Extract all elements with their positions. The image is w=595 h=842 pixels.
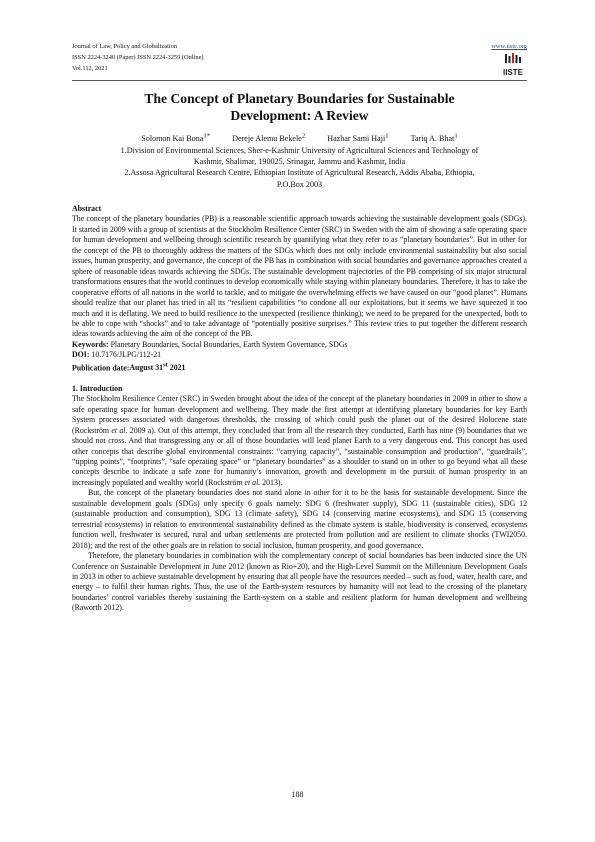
author-name: Dereje Alemu Bekele [232,133,302,143]
svg-text:IISTE: IISTE [502,68,524,77]
author-name: Hazhar Sami Haji [327,133,386,143]
affiliations [72,145,527,190]
publication-date-line [72,361,527,374]
author [232,134,305,143]
publication-date-value: August 31st 2021 [129,361,186,373]
header-rule [72,80,527,81]
journal-name: Journal of Law, Policy and Globalization [72,43,178,50]
author-affil-mark: 2 [301,132,306,139]
author [141,134,210,143]
affiliation-1-line-2: Kashmir, Shalimar, 190025, Srinagar, Jammu and Kashmir, India [193,157,406,167]
running-header [72,41,527,81]
title-line-1: The Concept of Planetary Boundaries for Sustainable [144,91,455,106]
author-list [72,130,527,144]
author-affil-mark: 1* [203,132,211,139]
author [411,134,458,143]
keywords-value: Planetary Boundaries, Social Boundaries, Earth System Governance, SDGs [108,339,348,349]
volume: Vol.112, 2021 [72,65,108,72]
intro-paragraph-3: Therefore, the planetary boundaries in combination with the complementary concept of social boundaries has been inducted since the UN Conference on Sustainable Development in June 2012 (known as Rio+20), and the High-Level Summit on the Millennium Development Goals in 2013 in other to achieve sustainable development by ensuring that all people have the resources needed – such as food, water, health care, and energy – to fulfil their human rights. Thus, the use of the Earth-system resources by humanity will not lead to the crossing of the planetary boundaries’ control variables thereby sustaining the Earth-system on a stable and resilient platform for human development and wellbeing (Raworth 2012). [72,551,527,613]
issn: ISSN 2224-3240 (Paper) ISSN 2224-3259 (Online) [72,54,204,61]
keywords-line [72,340,527,350]
doi-line [72,350,527,360]
doi-value: 10.7176/JLPG/112-21 [89,350,162,360]
author-name: Tariq A. Bhat [410,133,455,143]
intro-paragraph-1: The Stockholm Resilience Center (SRC) in Sweden brought about the idea of the concept of the planetary boundaries in 2009 in other to show a safe operating space for human development and wellbeing. They made the first attempt at identifying planetary boundaries for key Earth System processes associated with dangerous thresholds, the crossing of which could push the planet out of the desired Holocene state (Rockström et al. 2009 a). Out of this attempt, they concluded that from all the research they conducted, Earth has nine (9) boundaries that we should not cross. And that transgressing any or all of those boundaries will lead planet Earth to a very dangerous end. This concept has used other concepts that describe global environmental constraints: “carrying capacity”, “sustainable consumption and production”, “guardrails”, “tipping points”, “footprints”, “safe operating space” or “planetary boundaries” as a shoulder to stand on in other to go beyond what all these concepts describe to indicate a safe zone for humanity’s innovation, growth and development in the pursuit of human prosperity in an increasingly populated and wealthy world (Rockström et al. 2013). [72,394,528,487]
iiste-logo [502,53,524,79]
intro-paragraph-2: But, the concept of the planetary boundaries does not stand alone in other for it to be the basis for sustainable development. Since the sustainable development goals (SDGs) only specify 6 goals namely: SDG 6 (freshwater supply), SDG 11 (sustainable cities), SDG 12 (sustainable production and consumption), SDG 13 (climate safety), SDG 14 (conserving marine ecosystems), and SDG 15 (conserving terrestrial ecosystems) in relation to environmental sustainability defined as the climate system is stable, biodiversity is conserved, ecosystems function well, freshwater is secured, rural and urban settlements are protected from pollution and are resilient to climate shocks (TWI2050. 2018); and the rest of the other goals are in relation to social inclusion, human prosperity, and good governance. [72,488,527,550]
header-journal-info [72,41,204,74]
author-affil-mark: 1 [454,132,458,139]
affiliation-1-line-1: 1.Division of Environmental Sciences, Sher-e-Kashmir University of Agricultural Sciences and Technology of [120,146,479,155]
author-name: Solomon Kai Bona [141,133,204,143]
section-heading-introduction: 1. Introduction [72,383,123,393]
paper-body [72,204,527,614]
page-number: 188 [291,790,304,799]
publication-date-label: Publication date: [72,363,130,373]
journal-url-link[interactable]: www.iiste.org [491,43,527,50]
keywords-label: Keywords: [72,339,109,349]
title-line-2: Development: A Review [230,108,369,123]
abstract-heading: Abstract [72,204,102,213]
doi-label: DOI: [72,350,90,360]
affiliation-2-line-2: P.O.Box 2003 [276,179,323,189]
affiliation-2-line-1: 2.Assosa Agricultural Research Centre, Ethiopian Institute of Agricultural Research, Addis Ababa, Ethiopia, [124,168,475,178]
abstract-text: The concept of the planetary boundaries (PB) is a reasonable scientific approach towards achieving the sustainable development goals (SDGs). It started in 2009 with a group of scientists at the Stockholm Resilience Center (SRC) in Sweden with the aim of showing a safe operating space for human development and wellbeing through scientific research by quantifying what they refer to as “planetary boundaries”. But in other for the concept of the PB to thoroughly address the matters of the SDGs which does not only include environmental sustainability but also social issues, human prosperity, and governance, the concept of the PB has in combination with social boundaries and governance approaches created a sphere of reasonable ideas towards achieving the SDGs. The sustainable development trajectories of the PB comprising of six major structural transformations ensures that the world continues to develop economically while staying within planetary boundaries. Therefore, it has to take the cooperative efforts of all nations in the world to tackle, and to mitigate the overwhelming effects we have caused on our “good planet”. Humans should realize that our planet has tried in all its “resilient capabilities “to condone all our exploitations, but it seems we have squeezed it too much and it is deflating. We need to build resilience to the unexpected (resilience thinking); we need to be prepared for the unexpected, both to be able to cope with “shocks” and to take advantage of “potentially positive surprises.” This review tries to put together the different research ideas towards achieving the aim of the concept of the PB. [72,214,527,339]
paper-title [72,90,527,124]
author-affil-mark: 1 [385,132,389,139]
author [327,134,388,143]
